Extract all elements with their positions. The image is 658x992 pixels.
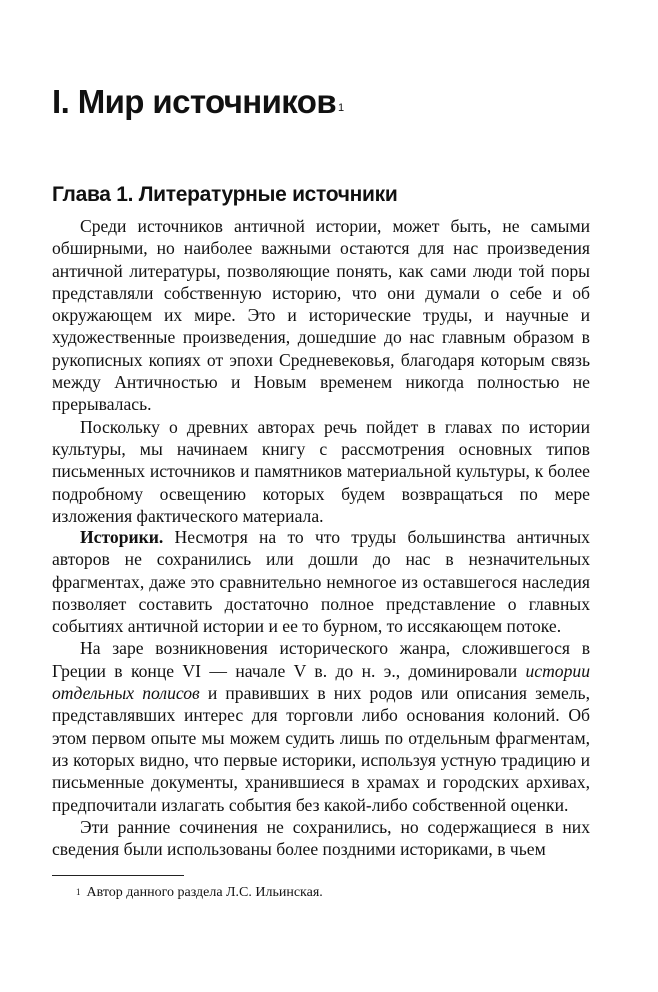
- section-historians: [52, 526, 590, 860]
- chapter-title: [52, 181, 397, 209]
- paragraph-1: Среди источников античной истории, может быть, не самыми обширными, но наиболее важными остаются для нас произведения античной литературы, позволяющие понять, как сами люди той поры представляли собственную историю, что они думали о себе и об окружающем их мире. Это и исторические труды, и научные и художественные произведения, дошедшие до нас главным образом в рукописных копиях от эпохи Средневековья, благодаря которым связь между Античностью и Новым временем никогда полностью не прерывалась.: [52, 216, 590, 415]
- footnote-rule: [52, 875, 184, 876]
- chapter-label: Глава 1.: [52, 183, 134, 206]
- paragraph-4-end: и правивших в них родов или описания земель, представлявших интерес для торговли либо основания колоний. Об этом первом опыте мы можем судить лишь по отдельным фрагментам, из которых видно, что первые историки, используя устную традицию и письменные документы, хранившиеся в храмах и городских архивах, предпочитали излагать события без какой-либо собственной оценки.: [52, 683, 590, 815]
- paragraph-2: Поскольку о древних авторах речь пойдет в главах по истории культуры, мы начинаем книгу с рассмотрения основных типов письменных источников и памятников материальной культуры, к более подробному освещению которых будем возвращаться по мере изложения фактического материала.: [52, 416, 590, 526]
- part-title: [52, 80, 344, 124]
- paragraph-4: [52, 637, 590, 815]
- footnote-mark: 1: [76, 887, 81, 897]
- section-lead-historians: Историки.: [80, 527, 164, 547]
- chapter-name: Литературные источники: [138, 183, 398, 206]
- paragraph-5: Эти ранние сочинения не сохранились, но содержащиеся в них сведения были использованы более поздними историками, в чьем: [52, 816, 590, 860]
- paragraph-4-italic: истории отдельных полисов: [52, 660, 590, 704]
- paragraph-3: [52, 526, 590, 637]
- paragraph-3-text: Несмотря на то что труды большинства античных авторов не сохранились или дошли до нас в незначительных фрагментах, даже это сравнительно немногое из оставшегося наследия позволяет составить достаточно полное представление о главных событиях античной истории и ее то бурном, то иссякающем потоке.: [52, 527, 590, 637]
- chapter-intro: [52, 215, 590, 527]
- paragraph-4-start: На заре возникновения исторического жанра, сложившегося в Греции в конце VI — начале V в. до н. э., доминировали: [52, 638, 590, 681]
- footnote: [76, 884, 323, 902]
- part-title-footnote-mark: 1: [338, 102, 344, 114]
- footnote-text: Автор данного раздела Л.С. Ильинская.: [86, 885, 323, 900]
- part-title-text: I. Мир источников: [52, 83, 337, 120]
